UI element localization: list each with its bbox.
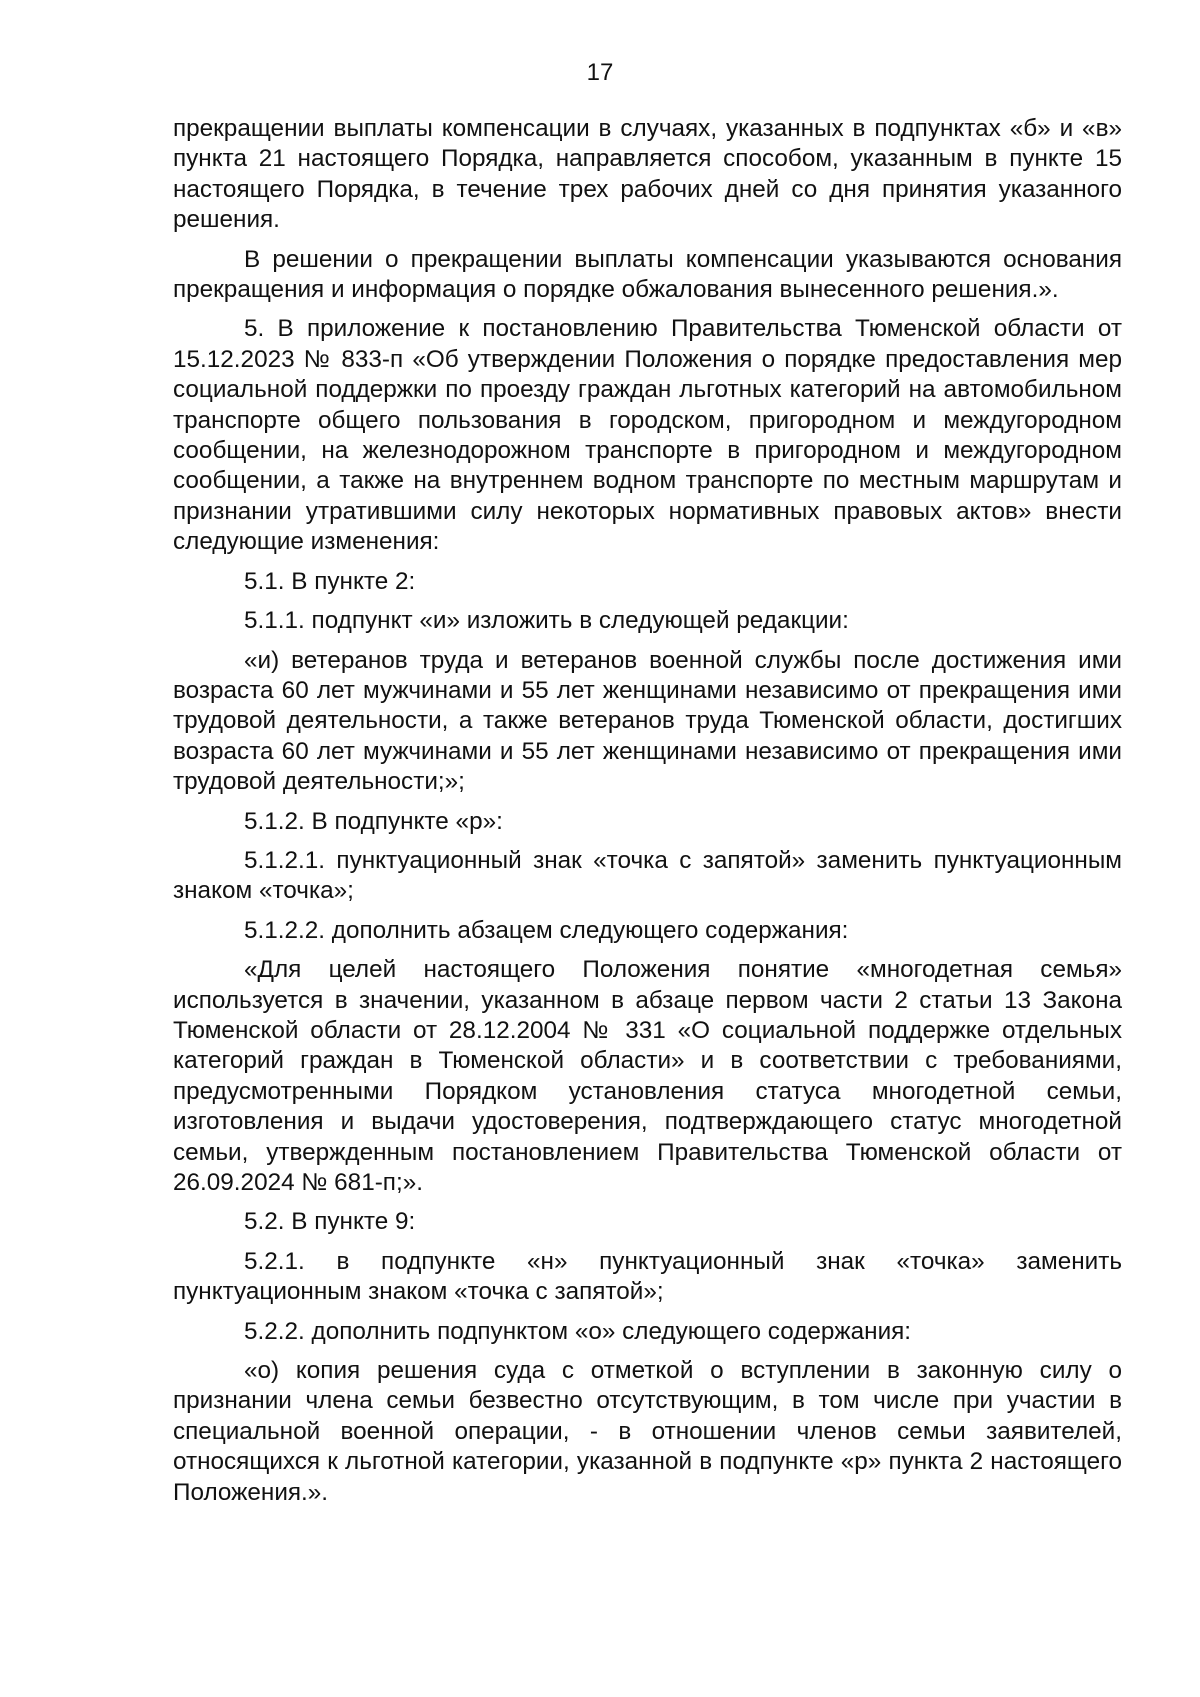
paragraph-item-5-1-1: 5.1.1. подпункт «и» изложить в следующей редакции: xyxy=(244,607,849,635)
page-number: 17 xyxy=(586,59,614,86)
paragraph-item-5-1-2-2: 5.1.2.2. дополнить абзацем следующего содержания: xyxy=(244,916,849,944)
paragraph-item-5-1-2: 5.1.2. В подпункте «р»: xyxy=(244,807,503,835)
paragraph-subitem-i-text: «и) ветеранов труда и ветеранов военной службы после достижения ими возраста 60 лет мужчинами и 55 лет женщинами независимо от прекращения ими трудовой деятельности, а также ветеранов труда Тюменской области, достигших возраста 60 лет мужчинами и 55 лет женщинами независимо от прекращения ими трудовой деятельности;»; xyxy=(173,646,1122,796)
document-body xyxy=(173,114,1122,1517)
paragraph-item-5: 5. В приложение к постановлению Правительства Тюменской области от 15.12.2023 № 833-п «Об утверждении Положения о порядке предоставления мер социальной поддержки по проезду граждан льготных категорий на автомобильном транспорте общего пользования в городском, пригородном и междугородном сообщении, на железнодорожном транспорте в пригородном и междугородном сообщении, а также на внутреннем водном транспорте по местным маршрутам и признании утратившими силу некоторых нормативных правовых актов» внести следующие изменения: xyxy=(173,315,1122,556)
paragraph-item-5-2: 5.2. В пункте 9: xyxy=(244,1208,416,1236)
paragraph-continuation: прекращении выплаты компенсации в случаях, указанных в подпунктах «б» и «в» пункта 21 настоящего Порядка, направляется способом, указанным в пункте 15 настоящего Порядка, в течение трех рабочих дней со дня принятия указанного решения. xyxy=(173,115,1122,234)
paragraph-item-5-1: 5.1. В пункте 2: xyxy=(244,567,416,595)
paragraph-item-5-2-1: 5.2.1. в подпункте «н» пунктуационный знак «точка» заменить пунктуационным знаком «точка с запятой»; xyxy=(173,1247,1122,1306)
paragraph-subitem-o-text: «о) копия решения суда с отметкой о вступлении в законную силу о признании члена семьи безвестно отсутствующим, в том числе при участии в специальной военной операции, - в отношении членов семьи заявителей, относящихся к льготной категории, указанной в подпункте «р» пункта 2 настоящего Положения.». xyxy=(173,1357,1122,1506)
paragraph-item-5-1-2-1: 5.1.2.1. пунктуационный знак «точка с запятой» заменить пунктуационным знаком «точка»; xyxy=(173,846,1122,905)
paragraph-decision-grounds: В решении о прекращении выплаты компенсации указываются основания прекращения и информация о порядке обжалования вынесенного решения.». xyxy=(173,245,1122,304)
paragraph-large-family-definition: «Для целей настоящего Положения понятие «многодетная семья» используется в значении, указанном в абзаце первом части 2 статьи 13 Закона Тюменской области от 28.12.2004 № 331 «О социальной поддержке отдельных категорий граждан в Тюменской области» и в соответствии с требованиями, предусмотренными Порядком установления статуса многодетной семьи, изготовления и выдачи удостоверения, подтверждающего статус многодетной семьи, утвержденным постановлением Правительства Тюменской области от 26.09.2024 № 681-п;». xyxy=(173,956,1122,1196)
paragraph-item-5-2-2: 5.2.2. дополнить подпунктом «о» следующего содержания: xyxy=(244,1317,912,1345)
